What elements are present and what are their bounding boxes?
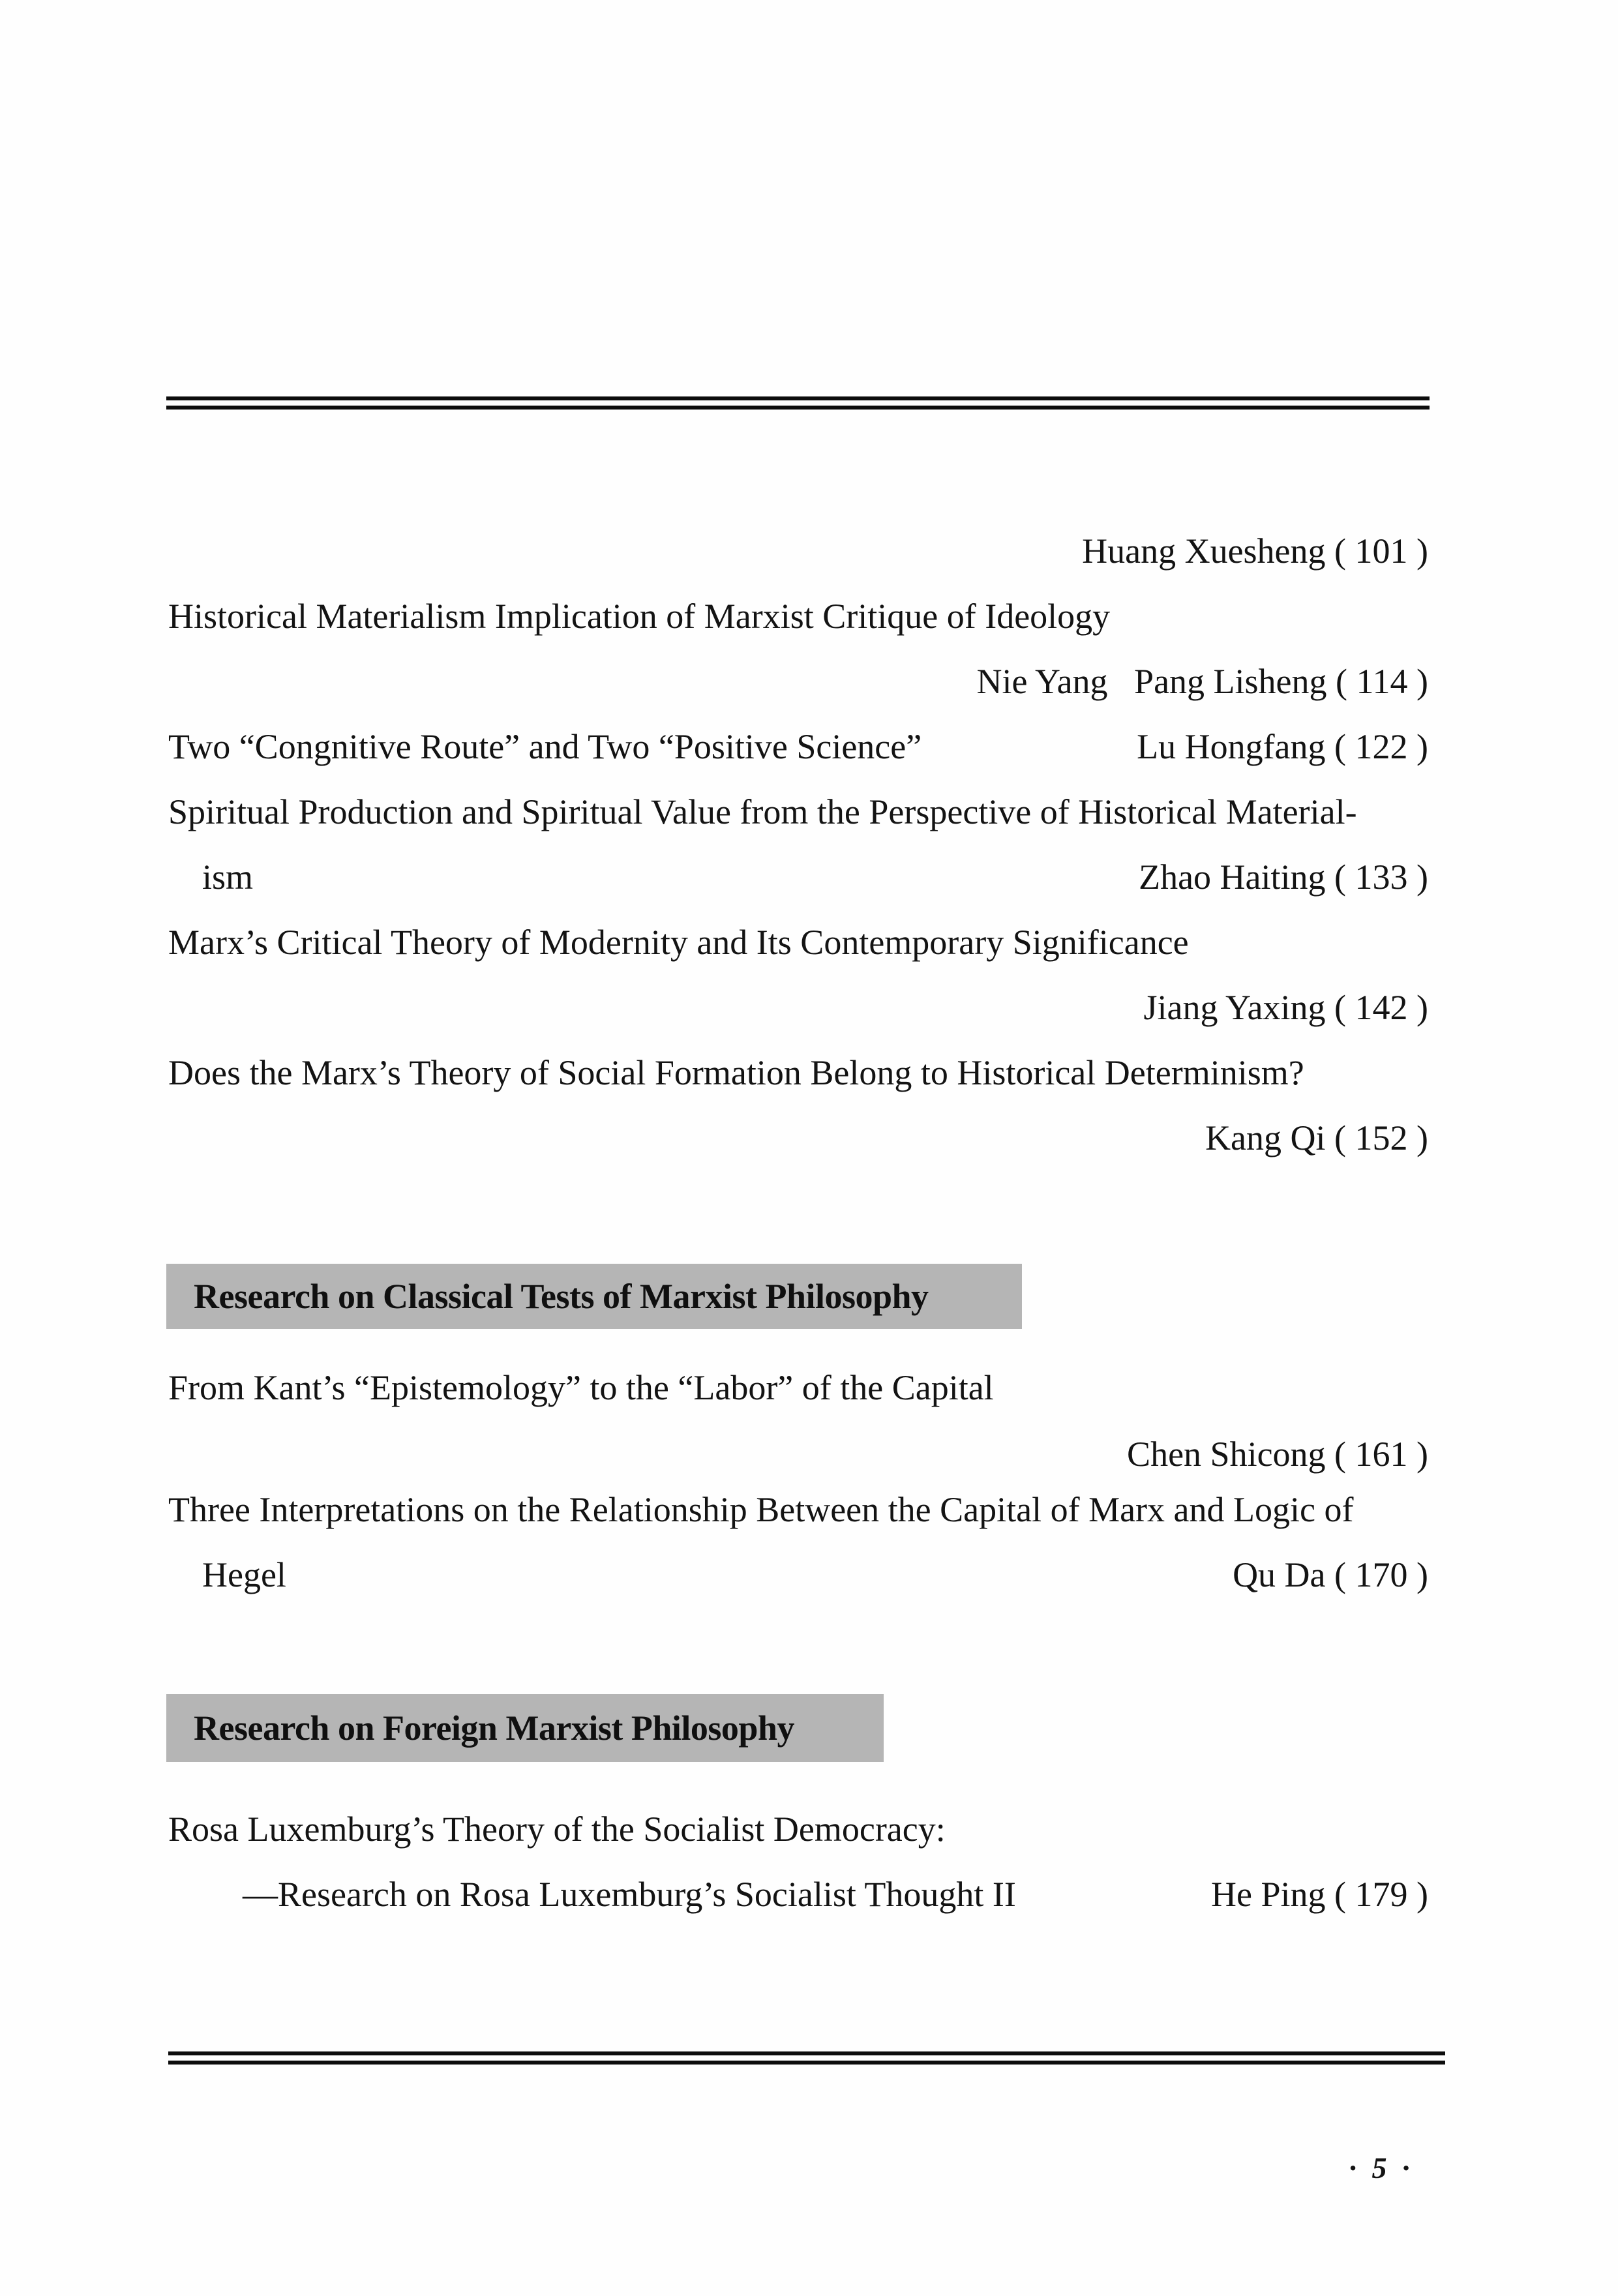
entry-subtitle: —Research on Rosa Luxemburg’s Socialist Thought II [243, 1875, 1016, 1914]
author-page: Nie Yang Pang Lisheng ( 114 ) [976, 662, 1428, 701]
author-page: Chen Shicong ( 161 ) [1127, 1435, 1428, 1474]
author-page: He Ping ( 179 ) [1211, 1875, 1428, 1914]
author-page: Jiang Yaxing ( 142 ) [1143, 988, 1428, 1027]
entry-title: Marx’s Critical Theory of Modernity and Its Contemporary Significance [168, 923, 1189, 962]
toc-entry [168, 655, 1428, 708]
toc-entry [168, 525, 1428, 577]
author-page: Kang Qi ( 152 ) [1205, 1118, 1428, 1157]
toc-entry [168, 1868, 1428, 1920]
author-page: Lu Hongfang ( 122 ) [1137, 727, 1428, 766]
page-number: · 5 · [1349, 2151, 1414, 2184]
entry-title: Three Interpretations on the Relationship Between the Capital of Marx and Logic of [168, 1490, 1354, 1529]
entry-title-continuation: Hegel [202, 1555, 286, 1594]
toc-entry [168, 590, 1428, 642]
toc-entry [168, 721, 1428, 773]
author-page: Qu Da ( 170 ) [1233, 1555, 1428, 1594]
toc-entry [168, 851, 1428, 903]
toc-entry [168, 916, 1428, 968]
toc-entry [168, 1362, 1428, 1414]
entry-title: Two “Congnitive Route” and Two “Positive Science” [168, 727, 922, 766]
toc-entry [168, 981, 1428, 1034]
entry-title: Rosa Luxemburg’s Theory of the Socialist Democracy: [168, 1810, 946, 1849]
toc-entry [168, 1549, 1428, 1601]
toc-entry [168, 1428, 1428, 1480]
bottom-double-rule [168, 2051, 1445, 2065]
section-heading-foreign-marxist [166, 1694, 884, 1762]
entry-title: Historical Materialism Implication of Marxist Critique of Ideology [168, 597, 1111, 636]
entry-title: Spiritual Production and Spiritual Value from the Perspective of Historical Material- [168, 792, 1357, 831]
entry-title: Does the Marx’s Theory of Social Formation Belong to Historical Determinism? [168, 1053, 1304, 1092]
section-heading-label: Research on Classical Tests of Marxist Philosophy [194, 1277, 929, 1316]
top-double-rule [166, 396, 1430, 410]
toc-entry [168, 1803, 1428, 1855]
section-heading-classical-texts [166, 1264, 1022, 1329]
toc-entry [168, 786, 1428, 838]
toc-entry [168, 1112, 1428, 1164]
section-heading-label: Research on Foreign Marxist Philosophy [194, 1708, 794, 1748]
author-page: Huang Xuesheng ( 101 ) [1082, 531, 1428, 571]
author-page: Zhao Haiting ( 133 ) [1139, 857, 1428, 897]
toc-entry [168, 1483, 1428, 1536]
toc-entry [168, 1047, 1428, 1099]
entry-title: From Kant’s “Epistemology” to the “Labor” of the Capital [168, 1368, 994, 1407]
entry-title-continuation: ism [202, 857, 254, 897]
